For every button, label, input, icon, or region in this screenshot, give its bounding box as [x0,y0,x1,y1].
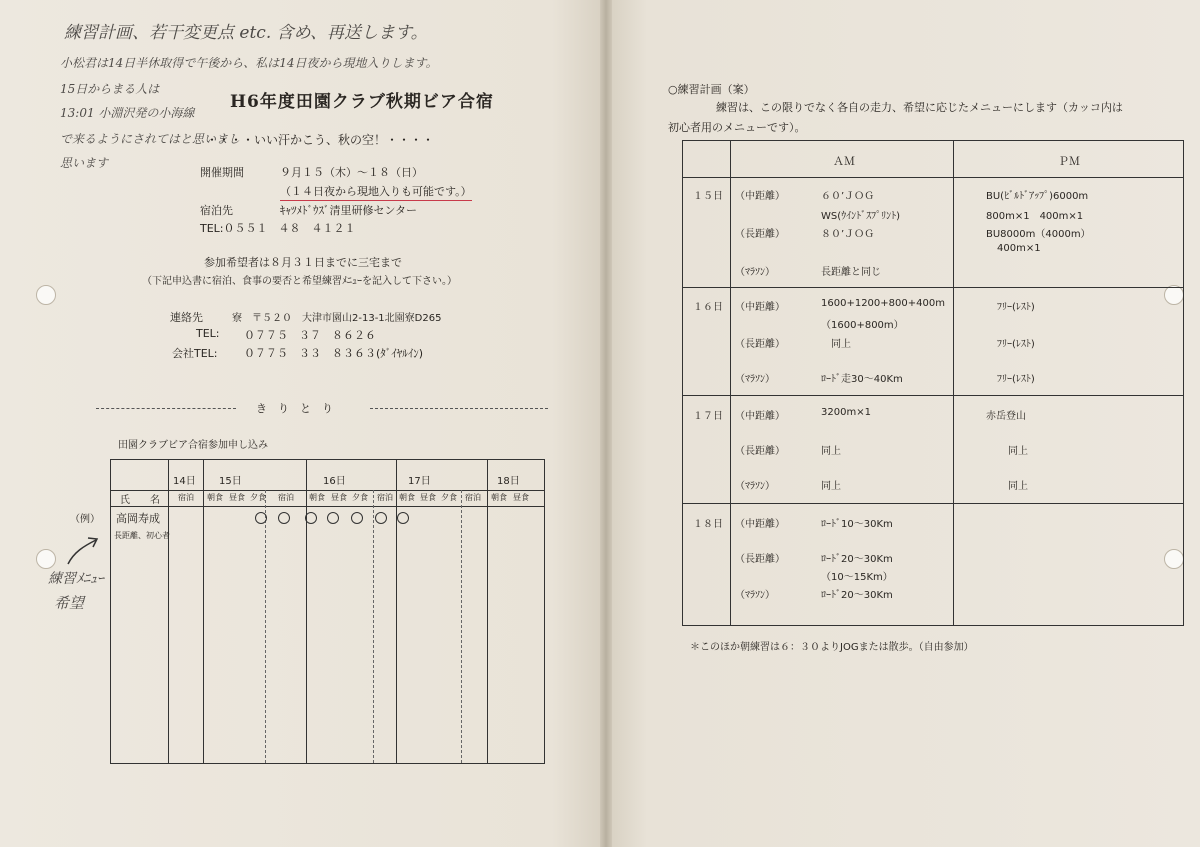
column-header-meal: 昼食 [331,493,347,502]
lodging-value: ｷｬﾂﾒﾄﾞｳｽﾞ清里研修センター [280,204,418,217]
deadline-note: （下記申込書に宿泊、食事の要否と希望練習ﾒﾆｭｰを記入して下さい。） [142,276,457,287]
practice-plan-table [682,140,1184,626]
handwritten-note: 練習計画、若干変更点 etc. 含め、再送します。 [64,23,428,43]
pm-menu: 同上 [1008,446,1028,457]
table-rule [683,395,1183,396]
column-header-pm: ＰＭ [1058,155,1080,168]
category: （ﾏﾗｿﾝ） [735,374,775,385]
category: （ﾏﾗｿﾝ） [735,267,775,278]
am-menu: WS(ｳｲﾝﾄﾞｽﾌﾟﾘﾝﾄ) [821,211,901,222]
handwritten-note: 13:01 小淵沢発の小海線 [60,106,195,120]
column-header-meal: 宿泊 [178,493,194,502]
handwritten-note: 15日からまる人は [60,82,160,96]
table-rule [461,490,462,763]
pm-menu: ﾌﾘｰ(ﾚｽﾄ) [997,302,1035,313]
registration-table [110,459,545,764]
pm-menu: BU8000m（4000m） [986,229,1091,240]
column-header-meal: 朝食 [207,493,223,502]
example-label: （例） [70,514,100,525]
deadline: 参加希望者は８月３１日までに三宅まで [204,256,402,269]
am-menu: ﾛｰﾄﾞ20～30Km [821,590,893,601]
category: （長距離） [735,339,785,350]
pm-menu: BU(ﾋﾞﾙﾄﾞｱｯﾌﾟ)6000m [986,191,1089,202]
day-label: １５日 [693,191,723,202]
column-header-meal: 朝食 [491,493,507,502]
footnote: ＊このほか朝練習は６：３０よりJOGまたは散歩。（自由参加） [690,642,974,653]
plan-title: ○練習計画（案） [668,83,755,96]
category: （長距離） [735,554,785,565]
table-rule [683,287,1183,288]
mark-circle [397,512,409,524]
pm-menu: 400m×1 [997,243,1041,254]
company-tel-label: 会社TEL: [172,347,218,360]
table-rule [111,506,544,507]
column-header-day: 17日 [408,476,431,487]
am-menu: 同上 [821,446,841,457]
category: （長距離） [735,229,785,240]
mark-circle [278,512,290,524]
cut-line-right [370,408,548,409]
am-menu: 同上 [831,339,851,350]
lodging-label: 宿泊先 [200,204,233,217]
table-rule [373,490,374,763]
category: （中距離） [735,519,785,530]
mark-circle [351,512,363,524]
column-header-day: 15日 [219,476,242,487]
table-rule [487,460,488,763]
category: （中距離） [735,411,785,422]
column-header-meal: 夕食 [250,493,266,502]
plan-intro: 初心者用のメニューです）。 [668,121,806,134]
table-rule [683,177,1183,178]
pm-menu: 同上 [1008,481,1028,492]
am-menu: ６０’ＪＯＧ [821,191,875,202]
period-value: ９月１５（木）～１８（日） [280,166,423,179]
mark-circle [327,512,339,524]
am-menu: 同上 [821,481,841,492]
table-rule [111,490,544,491]
page-gutter [600,0,612,847]
margin-note: 練習ﾒﾆｭｰ [48,571,104,587]
table-rule [396,460,397,763]
column-header-meal: 宿泊 [377,493,393,502]
example-note: 長距離、初心者 [114,531,170,540]
mark-circle [255,512,267,524]
table-rule [306,460,307,763]
pm-menu: 800m×1 400m×1 [986,211,1084,222]
pm-menu: ﾌﾘｰ(ﾚｽﾄ) [997,339,1035,350]
category: （長距離） [735,446,785,457]
category: （ﾏﾗｿﾝ） [735,481,775,492]
example-name: 高岡寿成 [116,512,160,525]
contact-dorm: 寮 〒５２０ 大津市園山2-13-1北園寮D265 [232,313,442,324]
period-label: 開催期間 [200,166,244,179]
table-rule [953,141,954,625]
handwritten-note: で来るようにされてはと思いまし [60,132,241,146]
day-label: １７日 [693,411,723,422]
am-menu: 3200m×1 [821,407,871,418]
subtitle: ・・・・いい汗かこう、秋の空！・・・・ [206,133,435,147]
column-header-meal: 朝食 [399,493,415,502]
arrow-icon [64,534,104,568]
pm-menu: ﾌﾘｰ(ﾚｽﾄ) [997,374,1035,385]
column-header-meal: 昼食 [420,493,436,502]
category: （中距離） [735,191,785,202]
column-header-day: 16日 [323,476,346,487]
am-menu: ﾛｰﾄﾞ20～30Km [821,554,893,565]
am-menu: 1600+1200+800+400m [821,298,945,309]
table-rule [203,460,204,763]
mark-circle [305,512,317,524]
column-header-meal: 夕食 [352,493,368,502]
plan-intro: 練習は、この限りでなく各自の走力、希望に応じたメニューにします（カッコ内は [716,101,1123,114]
contact-tel: ０７７５ ３７ ８６２６ [244,329,376,342]
table-rule [168,460,169,763]
day-label: １６日 [693,302,723,313]
binder-hole [36,285,56,305]
column-header-day: 18日 [497,476,520,487]
day-label: １８日 [693,519,723,530]
am-menu: 長距離と同じ [821,267,881,278]
mark-circle [375,512,387,524]
column-header-meal: 宿泊 [278,493,294,502]
page-title: H6年度田園クラブ秋期ビア合宿 [230,92,494,112]
cut-line-left [96,408,236,409]
handwritten-note: 思います [60,156,109,170]
company-tel: ０７７５ ３３ ８３６３(ﾀﾞｲﾔﾙｲﾝ) [244,347,424,360]
column-header-meal: 宿泊 [465,493,481,502]
am-menu: ﾛｰﾄﾞ10～30Km [821,519,893,530]
column-header-meal: 昼食 [229,493,245,502]
column-header-meal: 夕食 [441,493,457,502]
am-menu: ﾛｰﾄﾞ走30～40Km [821,374,903,385]
table-rule [730,141,731,625]
category: （ﾏﾗｿﾝ） [735,590,775,601]
am-menu: ８０’ＪＯＧ [821,229,875,240]
lodging-tel: TEL:０５５１ ４８ ４１２１ [200,222,356,235]
category: （中距離） [735,302,785,313]
binder-hole [36,549,56,569]
pm-menu: 赤岳登山 [986,411,1026,422]
column-header-meal: 昼食 [513,493,529,502]
column-header-am: ＡＭ [833,155,855,168]
margin-note: 希望 [54,594,85,612]
contact-label: 連絡先 [170,311,203,324]
period-note: （１４日夜から現地入りも可能です。） [280,183,472,201]
table-rule [265,490,266,763]
column-header-name: 氏 名 [120,495,160,506]
cut-line-label: き り と り [256,402,333,415]
form-title: 田園クラブビア合宿参加申し込み [118,440,268,451]
am-menu: （1600+800m） [821,320,904,331]
handwritten-note: 小松君は14日半休取得で午後から、私は14日夜から現地入りします。 [60,56,438,70]
table-rule [683,503,1183,504]
am-menu: （10～15Km） [821,572,893,583]
column-header-day: 14日 [173,476,196,487]
contact-tel-label: TEL: [196,327,220,340]
column-header-meal: 朝食 [309,493,325,502]
